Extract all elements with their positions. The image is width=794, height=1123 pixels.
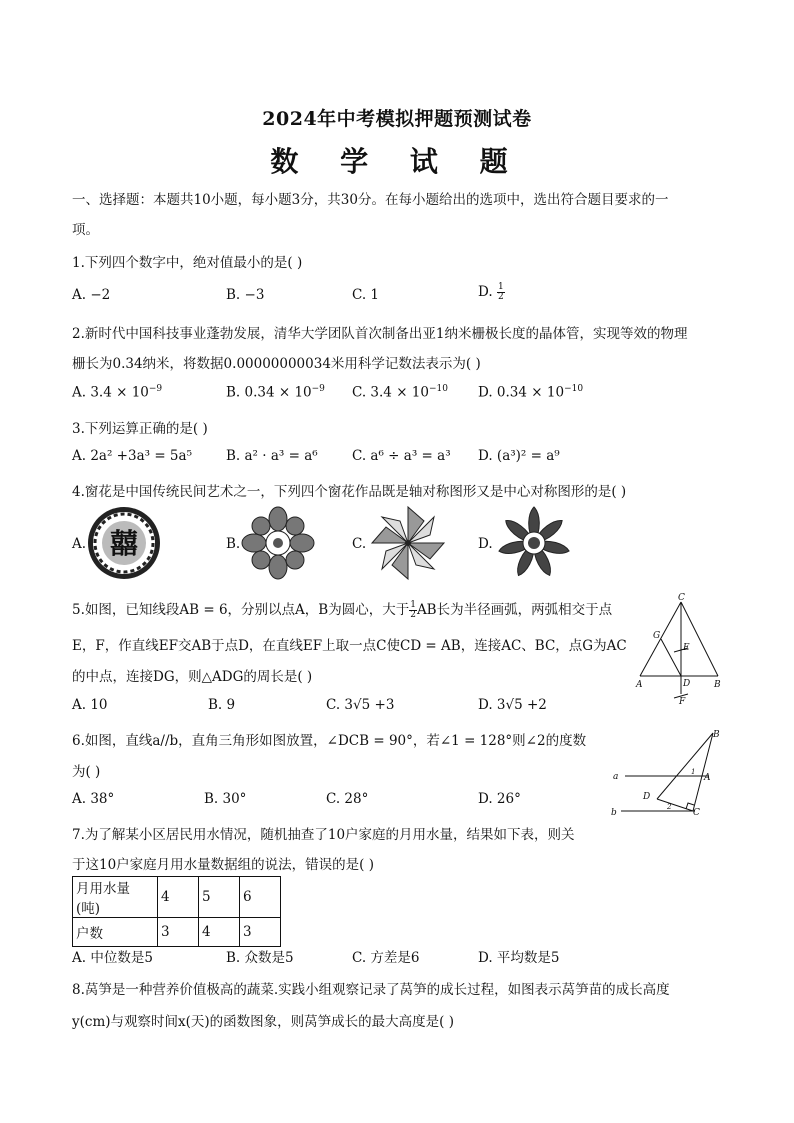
q1-option-d-prefix: D. xyxy=(478,284,497,300)
q6-label-c: C xyxy=(693,808,700,818)
table-cell: 4 xyxy=(158,877,199,918)
q1-option-b: B. −3 xyxy=(226,287,265,303)
q5-stem-line1 xyxy=(72,598,612,620)
q2-c-exp: −10 xyxy=(428,384,448,394)
q1-option-c: C. 1 xyxy=(352,287,380,303)
q5-label-a: A xyxy=(636,680,643,690)
q6-label-a: A xyxy=(704,773,711,783)
papercut-a-glyph: 囍 xyxy=(109,527,139,560)
q5-label-f: F xyxy=(679,697,686,705)
q5-label-c: C xyxy=(678,593,685,603)
q4-option-a: A. xyxy=(72,536,87,552)
q6-angle-1: 1 xyxy=(691,768,696,776)
papercut-d-image xyxy=(494,503,574,583)
q3-option-c: C. a⁶ ÷ a³ = a³ xyxy=(352,448,451,464)
q2-d-base: D. 0.34 × 10 xyxy=(478,384,565,401)
q3-stem: 3.下列运算正确的是( ) xyxy=(72,421,208,437)
q7-stem-line1: 7.为了解某小区居民用水情况，随机抽查了10户家庭的月用水量，结果如下表，则关 xyxy=(72,827,575,843)
exam-title: 2024年中考模拟押题预测试卷 xyxy=(262,108,532,130)
q5-stem-line1-b: AB长为半径画弧，两弧相交于点 xyxy=(416,602,613,618)
q5-stem-line3: 的中点，连接DG，则△ADG的周长是( ) xyxy=(72,669,313,685)
q5-frac-denominator: 2 xyxy=(410,610,416,620)
q1-d-numerator: 1 xyxy=(497,282,504,292)
q8-stem-line2: y(cm)与观察时间x(天)的函数图象，则莴笋成长的最大高度是( ) xyxy=(72,1014,454,1030)
q6-option-a: A. 38° xyxy=(72,791,115,807)
q3-option-a: A. 2a² +3a³ = 5a⁵ xyxy=(72,448,192,464)
q2-a-exp: −9 xyxy=(148,384,163,394)
q5-stem-line2: E，F，作直线EF交AB于点D，在直线EF上取一点C使CD = AB，连接AC、BC，点G为AC xyxy=(72,638,627,654)
table-cell: 6 xyxy=(240,877,281,918)
q3-option-b: B. a² · a³ = a⁶ xyxy=(226,448,318,464)
q5-label-e: E xyxy=(683,643,690,653)
q5-label-b: B xyxy=(714,680,721,690)
q6-label-line-a: a xyxy=(613,772,619,782)
q5-fraction xyxy=(409,601,417,620)
q5-stem-line1-a: 5.如图，已知线段AB = 6，分别以点A，B为圆心，大于 xyxy=(72,602,410,618)
q6-label-d: D xyxy=(643,792,651,802)
q2-b-exp: −9 xyxy=(311,384,325,394)
q7-option-a: A. 中位数是5 xyxy=(72,950,153,966)
q5-label-d: D xyxy=(683,679,691,689)
q2-option-c xyxy=(352,384,448,401)
q2-a-base: A. 3.4 × 10 xyxy=(72,384,149,401)
subject-title: 数 学 试 题 xyxy=(270,145,524,178)
q2-c-base: C. 3.4 × 10 xyxy=(352,384,429,401)
table-row xyxy=(73,877,281,918)
q2-b-base: B. 0.34 × 10 xyxy=(226,384,312,401)
q2-stem-line1: 2.新时代中国科技事业蓬勃发展，清华大学团队首次制备出亚1纳米栅极长度的晶体管，实现等效的物理 xyxy=(72,326,688,342)
table-header-households: 户数 xyxy=(73,918,158,947)
papercut-c-image xyxy=(368,503,448,583)
q5-option-d: D. 3√5 +2 xyxy=(478,697,547,713)
table-cell: 3 xyxy=(240,918,281,947)
q6-option-d: D. 26° xyxy=(478,791,521,807)
table-cell: 4 xyxy=(199,918,240,947)
q6-stem-line1: 6.如图，直线a//b，直角三角形如图放置，∠DCB = 90°，若∠1 = 128°则∠2的度数 xyxy=(72,733,587,749)
q6-option-b: B. 30° xyxy=(204,791,247,807)
table-row xyxy=(73,918,281,947)
q5-triangle-figure xyxy=(630,590,730,705)
q1-option-d xyxy=(478,283,505,302)
q7-option-c: C. 方差是6 xyxy=(352,950,420,966)
q1-option-d-fraction xyxy=(497,283,505,302)
table-header-usage: 月用水量(吨) xyxy=(73,877,158,918)
q2-d-exp: −10 xyxy=(564,384,584,394)
q6-label-b: B xyxy=(713,730,720,740)
q4-option-b: B. xyxy=(226,536,241,552)
table-cell: 3 xyxy=(158,918,199,947)
section-intro-line2: 项。 xyxy=(72,222,99,238)
q7-stem-line2: 于这10户家庭月用水量数据组的说法，错误的是( ) xyxy=(72,857,375,873)
q8-stem-line1: 8.莴笋是一种营养价值极高的蔬菜.实践小组观察记录了莴笋的成长过程，如图表示莴笋苗的成长高度 xyxy=(72,982,670,998)
q5-option-a: A. 10 xyxy=(72,697,108,713)
q2-option-d xyxy=(478,384,583,401)
q5-label-g: G xyxy=(653,631,661,641)
q5-option-c: C. 3√5 +3 xyxy=(326,697,395,713)
q6-angle-2: 2 xyxy=(667,803,672,811)
q1-option-a: A. −2 xyxy=(72,287,111,303)
q7-option-b: B. 众数是5 xyxy=(226,950,294,966)
q6-label-line-b: b xyxy=(611,808,617,818)
q6-option-c: C. 28° xyxy=(326,791,369,807)
q2-option-b xyxy=(226,384,325,401)
q4-option-d: D. xyxy=(478,536,493,552)
q6-stem-line2: 为( ) xyxy=(72,764,101,780)
q4-stem: 4.窗花是中国传统民间艺术之一，下列四个窗花作品既是轴对称图形又是中心对称图形的是( ) xyxy=(72,484,627,500)
q1-d-denominator: 2 xyxy=(497,292,504,302)
section-intro-line1: 一、选择题：本题共10小题，每小题3分，共30分。在每小题给出的选项中，选出符合题目要求的一 xyxy=(72,192,669,208)
water-usage-table xyxy=(72,876,281,947)
q7-option-d: D. 平均数是5 xyxy=(478,950,560,966)
q5-option-b: B. 9 xyxy=(208,697,236,713)
q1-stem: 1.下列四个数字中，绝对值最小的是( ) xyxy=(72,255,303,271)
q3-option-d: D. (a³)² = a⁹ xyxy=(478,448,560,464)
q4-option-c: C. xyxy=(352,536,367,552)
q5-frac-numerator: 1 xyxy=(410,600,416,610)
q2-stem-line2: 栅长为0.34纳米，将数据0.00000000034米用科学记数法表示为( ) xyxy=(72,356,481,372)
papercut-b-image xyxy=(240,505,316,581)
q2-option-a xyxy=(72,384,162,401)
q6-parallel-lines-figure xyxy=(605,725,730,820)
table-cell: 5 xyxy=(199,877,240,918)
papercut-a-image xyxy=(86,505,162,581)
